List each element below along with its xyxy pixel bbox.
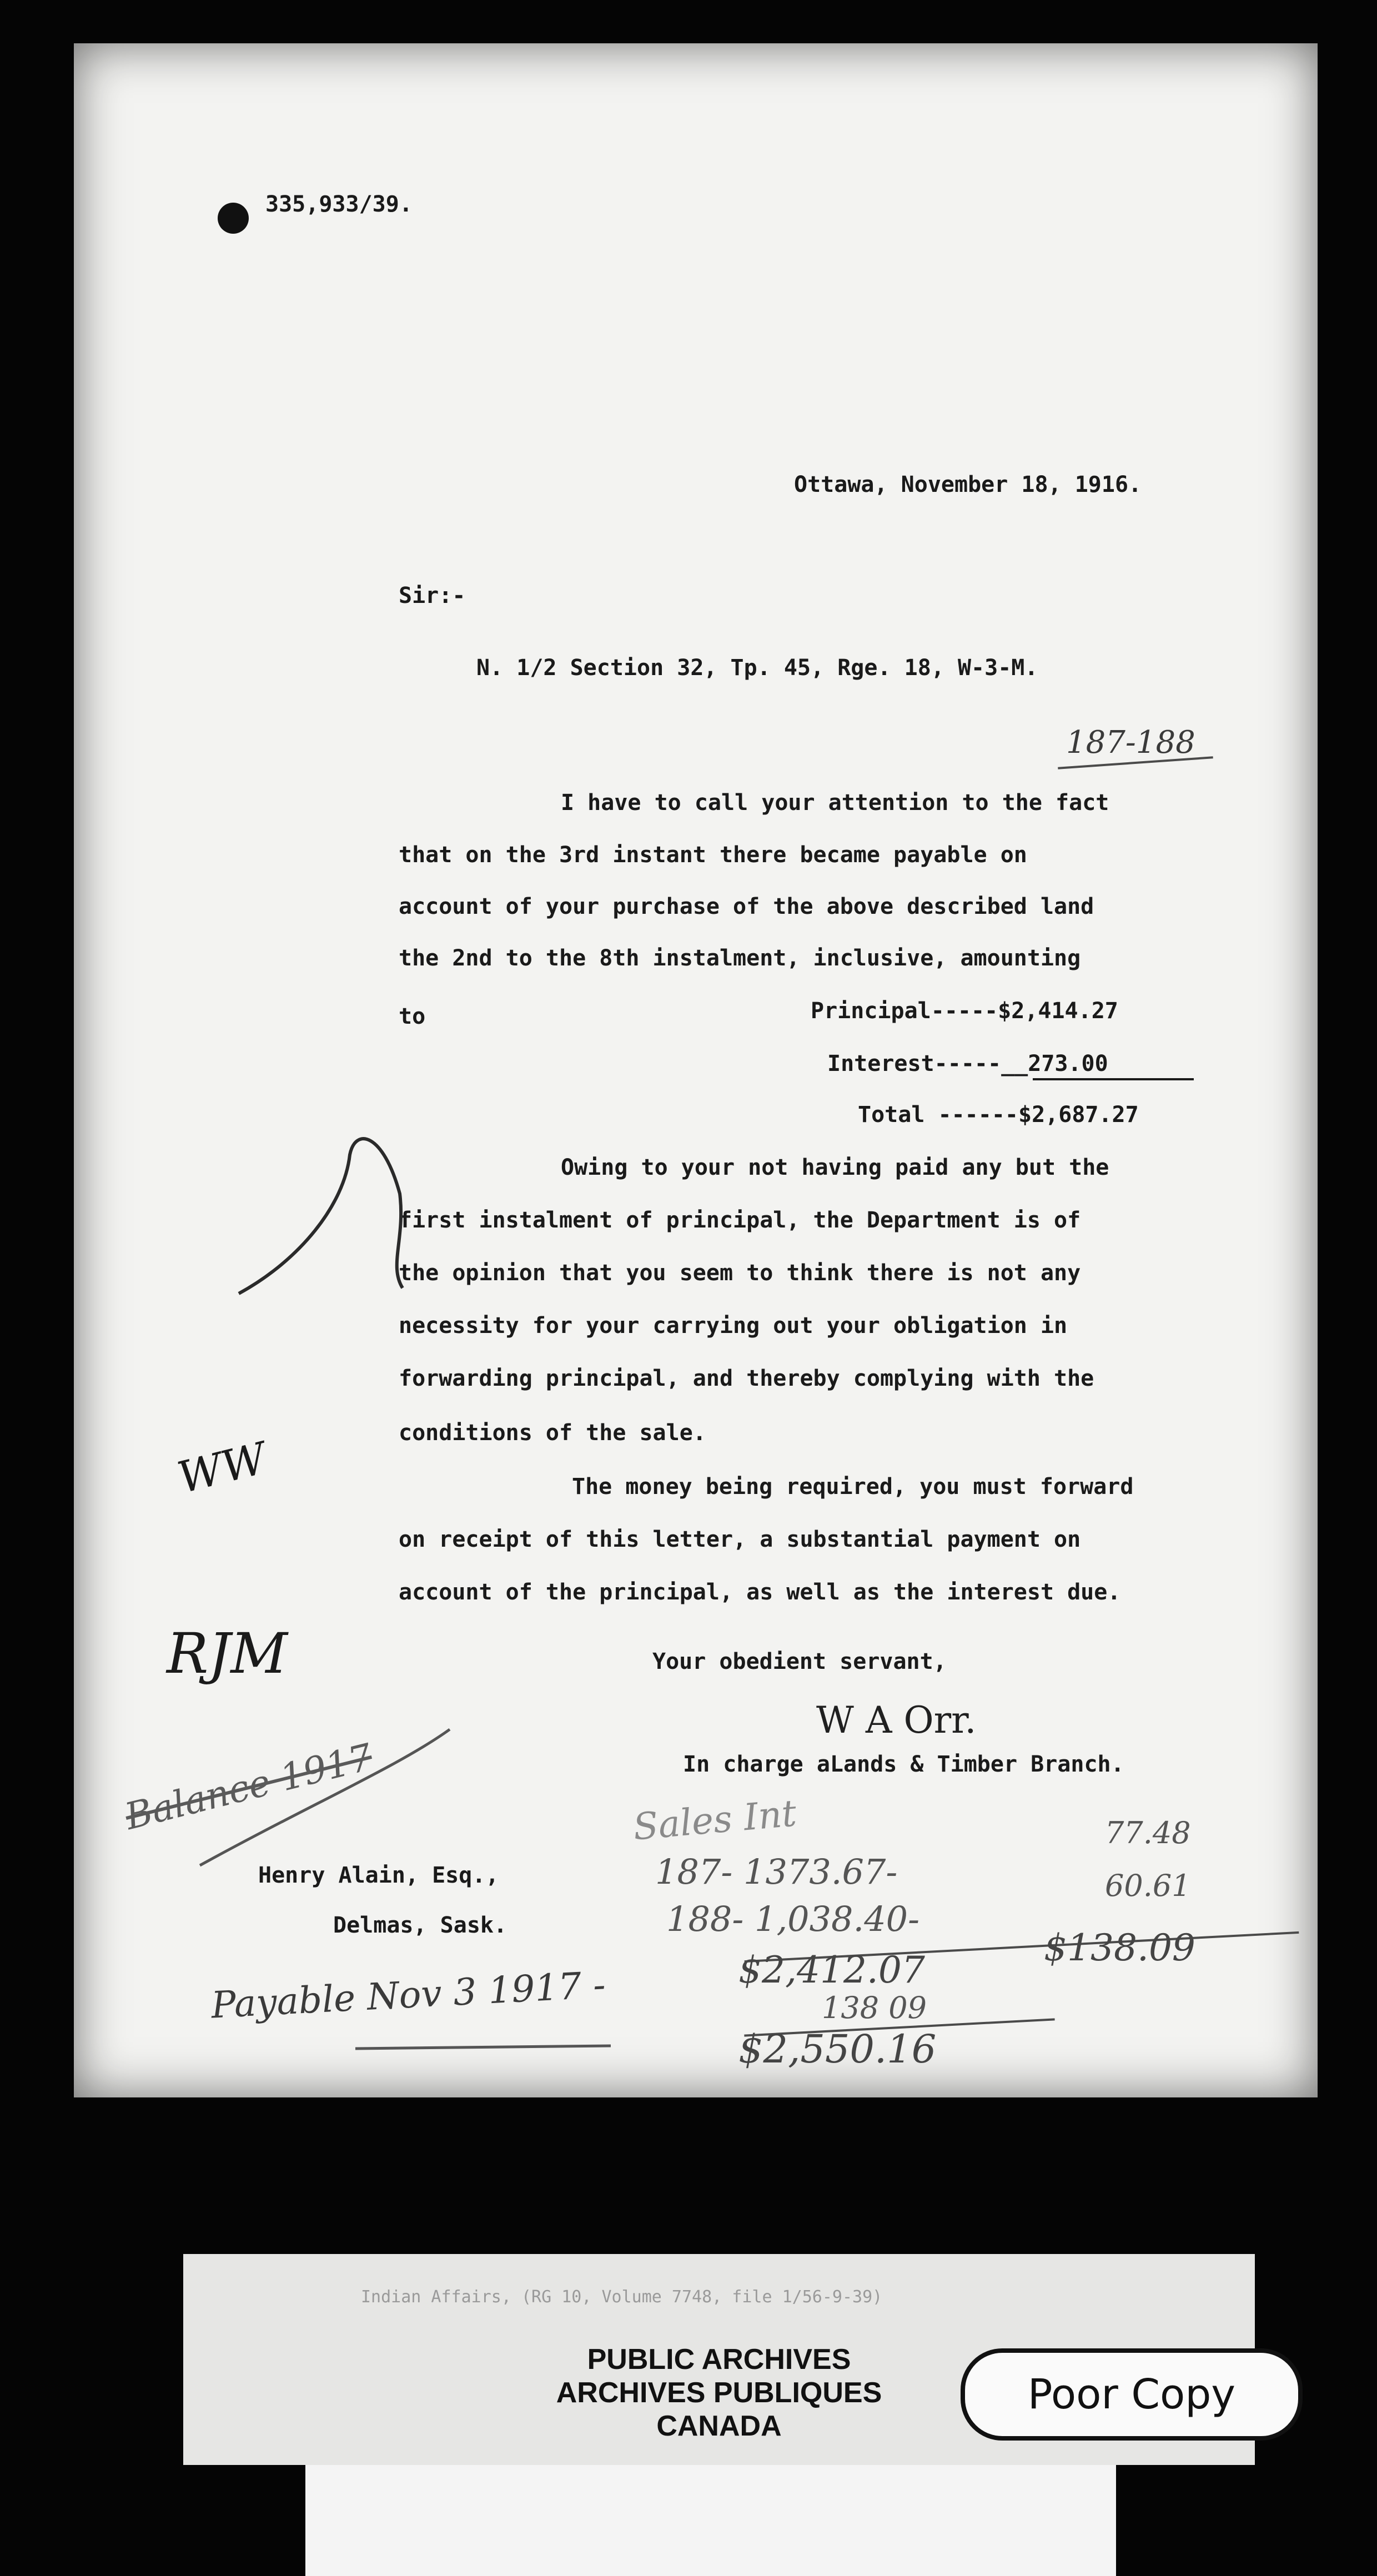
calc-interest-2: 60.61: [1105, 1868, 1191, 1903]
body-line: Owing to your not having paid any but the: [561, 1155, 1109, 1180]
initials-ww: WW: [173, 1433, 272, 1504]
body-line: that on the 3rd instant there became payable on: [399, 842, 1027, 868]
label-edge: [305, 2465, 1116, 2576]
body-line: forwarding principal, and thereby complying with the: [399, 1366, 1094, 1391]
archive-reference: Indian Affairs, (RG 10, Volume 7748, file 1/56-9-39): [361, 2287, 883, 2307]
calc-row-188: 188- 1,038.40-: [666, 1899, 920, 1939]
closing: Your obedient servant,: [652, 1649, 947, 1674]
calc-row-187: 187- 1373.67-: [655, 1852, 898, 1892]
initials-rjm: RJM: [167, 1621, 288, 1686]
subject-line: N. 1/2 Section 32, Tp. 45, Rge. 18, W-3-M.: [476, 655, 1038, 681]
calc-interest-total: $138.09: [1044, 1926, 1195, 1969]
body-line: first instalment of principal, the Department is of: [399, 1208, 1081, 1233]
archive-line-3: CANADA: [656, 2410, 782, 2442]
body-line: the 2nd to the 8th instalment, inclusive, amounting: [399, 945, 1081, 971]
body-line: account of your purchase of the above described land: [399, 894, 1094, 919]
addressee-name: Henry Alain, Esq.,: [258, 1863, 499, 1888]
addressee-place: Delmas, Sask.: [333, 1913, 507, 1938]
archive-label: [183, 2254, 1255, 2465]
signature-name: W A Orr.: [816, 1699, 977, 1742]
principal-amount: Principal-----$2,414.27: [811, 998, 1118, 1024]
body-line: account of the principal, as well as the interest due.: [399, 1579, 1121, 1605]
payable-note: Payable Nov 3 1917 -: [210, 1963, 607, 2027]
calc-sum: $2,412.07: [738, 1949, 925, 1991]
body-line: the opinion that you seem to think there is not any: [399, 1260, 1081, 1286]
date-line: Ottawa, November 18, 1916.: [794, 472, 1142, 497]
total-amount: Total ------$2,687.27: [858, 1102, 1139, 1128]
struck-note: Balance 1917: [120, 1735, 377, 1838]
body-line: I have to call your attention to the fact: [561, 790, 1109, 816]
body-line: conditions of the sale.: [399, 1420, 706, 1446]
file-number: 335,933/39.: [265, 192, 413, 217]
margin-note-top: 187-188: [1066, 724, 1195, 761]
interest-amount: Interest-----__273.00: [827, 1051, 1108, 1076]
archive-line-2: ARCHIVES PUBLIQUES: [556, 2377, 882, 2409]
body-line: to: [399, 1004, 426, 1029]
body-line: The money being required, you must forward: [572, 1474, 1134, 1500]
body-line: on receipt of this letter, a substantial payment on: [399, 1527, 1081, 1552]
calc-grand-total: $2,550.16: [738, 2026, 937, 2072]
salutation: Sir:-: [399, 583, 466, 608]
calc-interest-1: 77.48: [1105, 1815, 1191, 1850]
signature-title: In charge aLands & Timber Branch.: [683, 1752, 1124, 1777]
poor-copy-stamp: Poor Copy: [961, 2348, 1303, 2441]
calc-header: Sales Int: [631, 1792, 798, 1849]
archive-line-1: PUBLIC ARCHIVES: [587, 2343, 851, 2376]
body-line: necessity for your carrying out your obligation in: [399, 1313, 1068, 1339]
punch-hole: [218, 203, 249, 234]
calc-add: 138 09: [822, 1990, 927, 2025]
interest-underline: [1033, 1078, 1194, 1080]
